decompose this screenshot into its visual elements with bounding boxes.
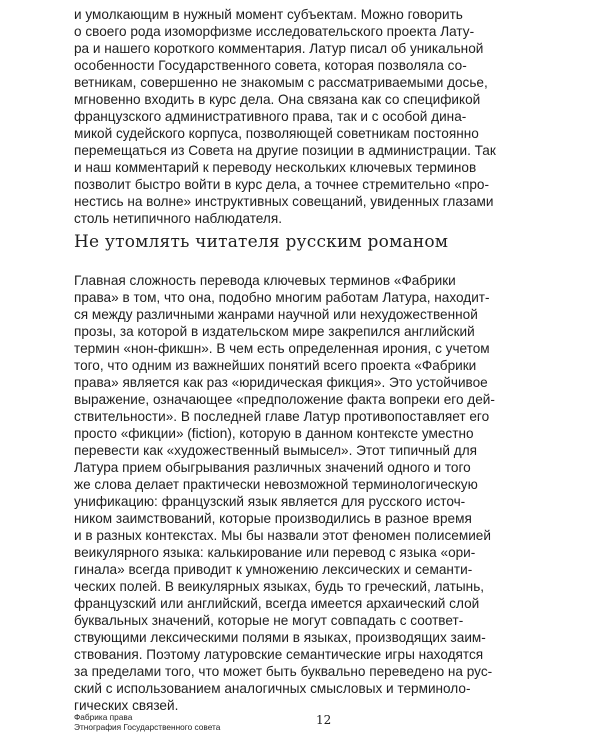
footer-book-subtitle: Этнография Государственного совета <box>74 722 221 732</box>
running-footer <box>74 712 220 732</box>
text-line: гинала» всегда приводит к умножению лексических и семанти- <box>74 562 473 577</box>
text-line: выражение, означающее «предположение факта вопреки его дей- <box>74 392 495 407</box>
text-line: микой судейского корпуса, позволяющей советникам постоянно <box>74 126 479 141</box>
text-line: и умолкающим в нужный момент субъектам. Можно говорить <box>74 7 463 22</box>
text-line: ветникам, совершенно не знакомым с рассматриваемыми досье, <box>74 75 488 90</box>
text-line: мгновенно входить в курс дела. Она связана как со спецификой <box>74 92 481 107</box>
text-line: веикулярного языка: калькирование или перевод с языка «ори- <box>74 545 476 560</box>
text-line: ником заимствований, которые производились в разное время <box>74 511 472 526</box>
text-line: права» является как раз «юридическая фикция». Это устойчивое <box>74 375 488 390</box>
text-line: нестись на волне» инструктивных совещаний, увиденных глазами <box>74 194 494 209</box>
text-line: ра и нашего короткого комментария. Латур писал об уникальной <box>74 41 484 56</box>
paragraph-1 <box>74 6 544 227</box>
text-line: Латура прием обыгрывания различных значений одного и того <box>74 460 471 475</box>
text-line: прозы, за которой в издательском мире закрепился английский <box>74 324 475 339</box>
text-line: и наш комментарий к переводу нескольких ключевых терминов <box>74 160 477 175</box>
text-line: ский с использованием аналогичных смысловых и терминоло- <box>74 681 471 696</box>
text-line: позволит быстро войти в курс дела, а точнее стремительно «про- <box>74 177 489 192</box>
text-line: ствования. Поэтому латуровские семантические игры находятся <box>74 647 484 662</box>
text-line: французский или английский, всегда имеется архаический слой <box>74 596 480 611</box>
text-line: столь нетипичного наблюдателя. <box>74 211 282 226</box>
text-line: ческих полей. В веикулярных языках, будь то греческий, латынь, <box>74 579 485 594</box>
text-line: Главная сложность перевода ключевых терминов «Фабрики <box>74 273 456 288</box>
text-line: права» в том, что она, подобно многим работам Латура, находит- <box>74 290 490 305</box>
text-line: буквальных значений, которые не могут совпадать с соответ- <box>74 613 464 628</box>
text-line: за пределами того, что может быть буквально переведено на рус- <box>74 664 493 679</box>
text-line: того, что одним из важнейших понятий всего проекта «Фабрики <box>74 358 477 373</box>
text-line: французского административного права, так и с особой дина- <box>74 109 467 124</box>
paragraph-2 <box>74 272 544 714</box>
text-line: перевести как «художественный вымысел». Этот типичный для <box>74 443 477 458</box>
text-line: просто «фикции» (fiction), которую в данном контексте уместно <box>74 426 474 441</box>
text-line: же слова делает практически невозможной терминологическую <box>74 477 478 492</box>
footer-book-title: Фабрика права <box>74 712 133 722</box>
text-line: термин «нон-фикшн». В чем есть определенная ирония, с учетом <box>74 341 490 356</box>
page-number: 12 <box>316 713 332 727</box>
text-line: ся между различными жанрами научной или нехудожественной <box>74 307 478 322</box>
text-line: ствительности». В последней главе Латур противопоставляет его <box>74 409 490 424</box>
text-line: о своего рода изоморфизме исследовательского проекта Лату- <box>74 24 475 39</box>
text-line: перемещаться из Совета на другие позиции в администрации. Так <box>74 143 496 158</box>
text-line: особенности Государственного совета, которая позволяла со- <box>74 58 467 73</box>
text-line: унификацию: французский язык является для русского источ- <box>74 494 466 509</box>
text-line: ствующими лексическими полями в языках, производящих заим- <box>74 630 486 645</box>
section-heading: Не утомлять читателя русским романом <box>74 232 449 252</box>
text-line: гических связей. <box>74 698 179 713</box>
text-line: и в разных контекстах. Мы бы назвали этот феномен полисемией <box>74 528 491 543</box>
